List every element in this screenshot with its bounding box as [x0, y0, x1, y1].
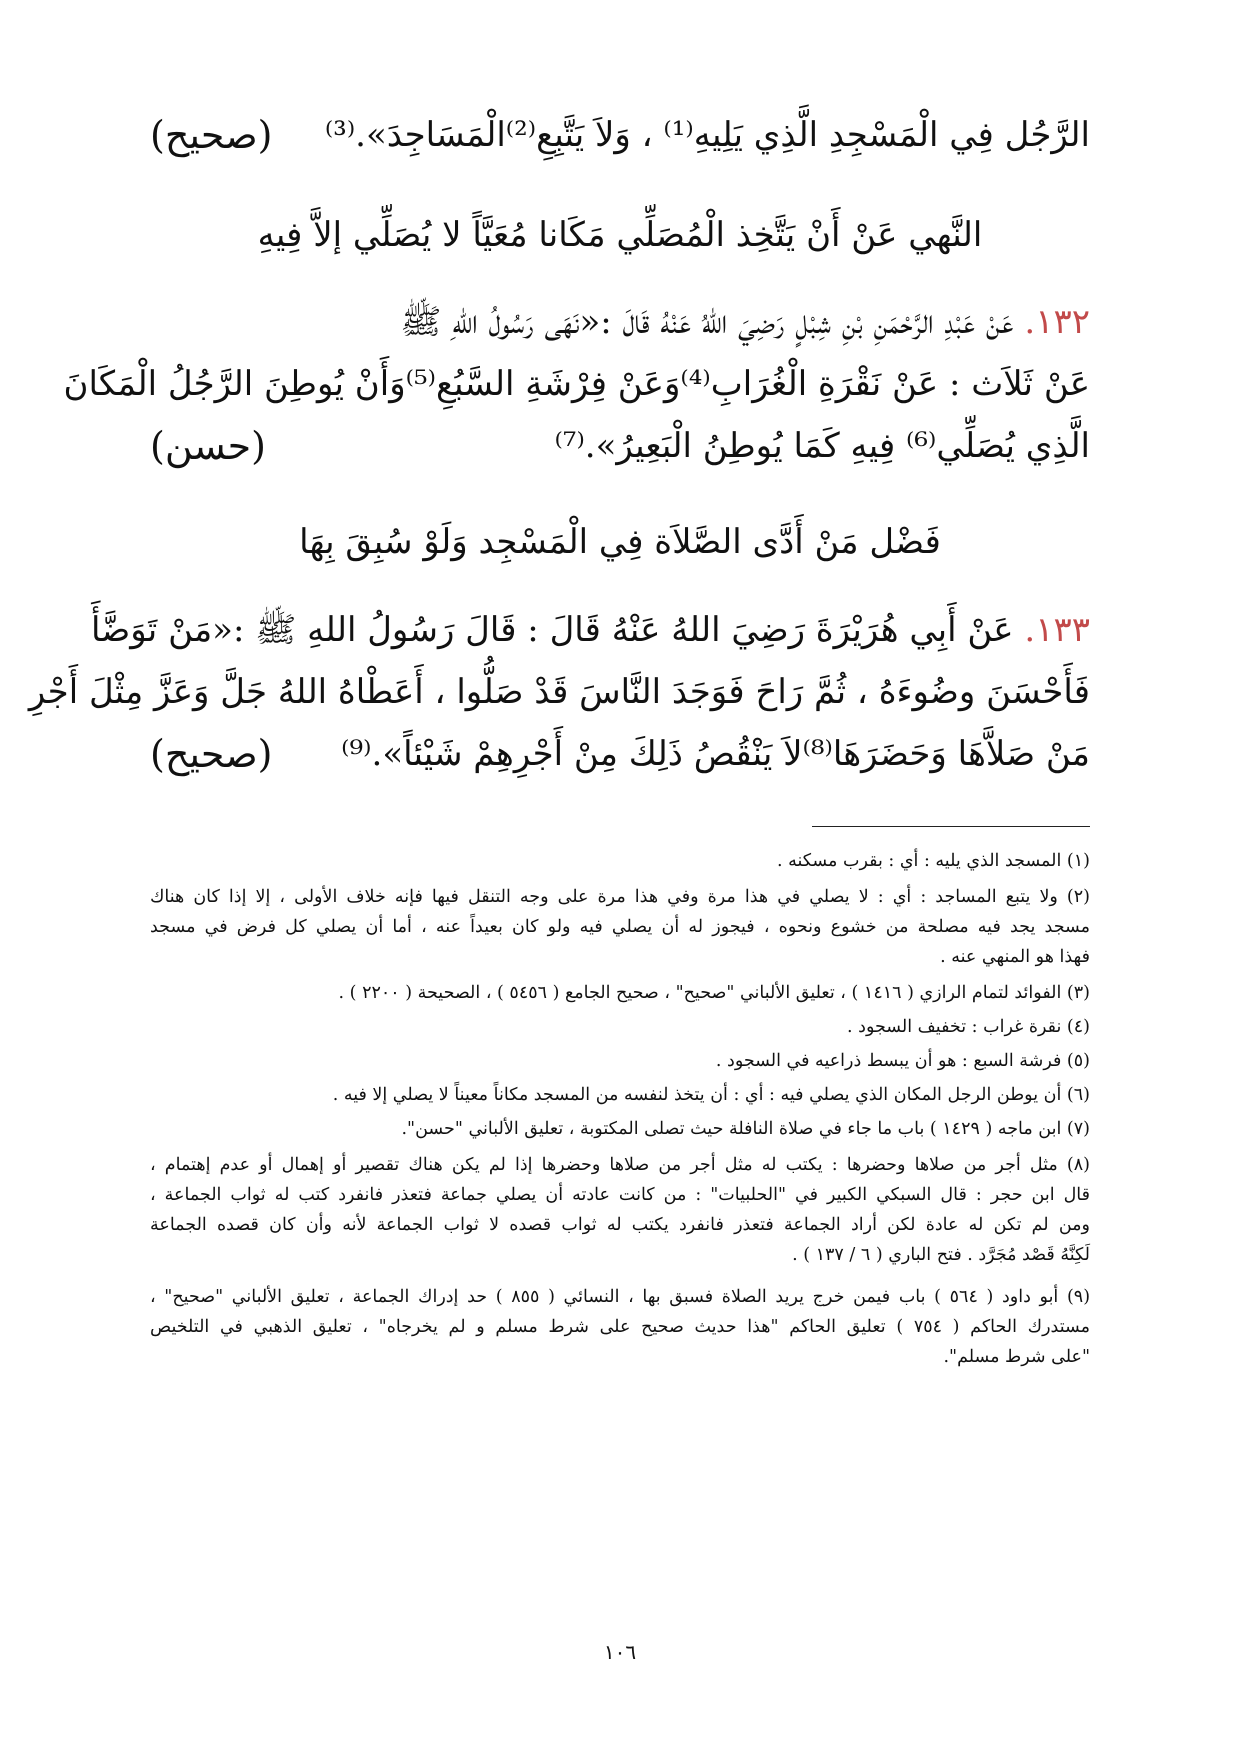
- hadith-number: ١٣٣.: [1024, 610, 1090, 650]
- hadith-text-line: فَأَحْسَنَ وضُوءَهُ ، ثُمَّ رَاحَ فَوَجَدَ النَّاسَ قَدْ صَلُّوا ، أَعَطْاهُ اللهُ جَلَّ وَعَزَّ مِثْلَ أَجْرِ: [28, 672, 1090, 712]
- hadith-grade: (حسن): [150, 424, 266, 468]
- hadith-133-line-3: [150, 724, 1090, 784]
- hadith-number: ١٣٢.: [1024, 302, 1090, 342]
- footnote-4: [150, 1012, 1090, 1042]
- footnote-line: لَكِنَّهُ قَصْد مُجَرَّد . فتح الباري ( ٦ / ١٣٧ ) .: [792, 1245, 1090, 1265]
- footnote-separator: [812, 826, 1090, 827]
- footnote-5: [150, 1046, 1090, 1076]
- footnote-line: (٣) الفوائد لتمام الرازي ( ١٤١٦ ) ، تعليق الألباني "صحيح" ، صحيح الجامع ( ٥٤٥٦ ) ، الصحيحة ( ٢٢٠٠ ) .: [338, 983, 1090, 1003]
- footnote-1: [150, 846, 1090, 876]
- footnote-line: (٢) ولا يتبع المساجد : أي : لا يصلي في هذا مرة وفي هذا مرة على وجه التنقل فيها فإنه خلاف الأولى ، إلا إذا كان هناك: [150, 887, 1090, 907]
- section-heading: النَّهي عَنْ أَنْ يَتَّخِذ الْمُصَلِّي مَكَانا مُعَيَّاً لا يُصَلِّي إلاَّ فِيهِ: [257, 215, 983, 255]
- hadith-text: عَنْ أَبِي هُرَيْرَةَ رَضِيَ اللهُ عَنْهُ قَالَ : قَالَ رَسُولُ اللهِ ﷺ :«مَنْ تَوَضَّأَ: [91, 610, 1014, 650]
- footnote-6: [150, 1080, 1090, 1110]
- footnote-8: [150, 1150, 1090, 1270]
- footnote-9: [150, 1282, 1090, 1372]
- hadith-133-line-1: [91, 600, 1090, 660]
- hadith-text-line: الَّذِي يُصَلِّي⁽⁶⁾ فِيهِ كَمَا يُوطِنُ الْبَعِيرُ».⁽⁷⁾: [554, 426, 1090, 466]
- hadith-text-line: [91, 600, 1090, 660]
- footnote-2: [150, 882, 1090, 972]
- footnote-line: ومن لم تكن له عادة لكن أراد الجماعة فتعذر فانفرد يكتب له ثواب قصده لا ثواب الجماعة لأنه وأن كان قصده الجماعة: [150, 1215, 1090, 1235]
- footnote-line: (٧) ابن ماجه ( ١٤٢٩ ) باب ما جاء في صلاة النافلة حيث تصلى المكتوبة ، تعليق الألباني "حسن".: [401, 1119, 1090, 1139]
- footnote-line: (٤) نقرة غراب : تخفيف السجود .: [847, 1017, 1090, 1037]
- footnote-line: (١) المسجد الذي يليه : أي : بقرب مسكنه .: [776, 851, 1090, 871]
- footnote-line: مستدرك الحاكم ( ٧٥٤ ) تعليق الحاكم "هذا حديث صحيح على شرط مسلم و لم يخرجاه" ، تعليق الذهبي في التلخيص: [150, 1317, 1090, 1337]
- hadith-grade: (صحيح): [150, 113, 273, 157]
- hadith-132-line-2: [63, 354, 1090, 414]
- hadith-grade: (صحيح): [150, 732, 273, 776]
- hadith-132-line-1: [150, 292, 1090, 352]
- hadith-text-line: الرَّجُل فِي الْمَسْجِدِ الَّذِي يَلِيهِ⁽¹⁾ ، وَلاَ يَتَّبِعِ⁽²⁾الْمَسَاجِدَ».⁽³⁾: [324, 115, 1090, 155]
- footnote-line: "على شرط مسلم".: [943, 1347, 1090, 1367]
- page-number: ١٠٦: [603, 1640, 637, 1664]
- hadith-133-line-2: [28, 662, 1090, 722]
- footnote-line: (٩) أبو داود ( ٥٦٤ ) باب فيمن خرج يريد الصلاة فسبق بها ، النسائي ( ٨٥٥ ) حد إدراك الجماعة ، تعليق الألباني "صحيح" ،: [150, 1287, 1091, 1307]
- hadith-132-line-3: [150, 416, 1090, 476]
- footnote-line: (٦) أن يوطن الرجل المكان الذي يصلي فيه : أي : أن يتخذ لنفسه من المسجد مكاناً معيناً لا يصلي إلا فيه .: [332, 1085, 1090, 1105]
- hadith-text-line: عَنْ ثَلاَث : عَنْ نَقْرَةِ الْغُرَابِ⁽⁴⁾وَعَنْ فِرْشَةِ السَّبُعِ⁽⁵⁾وَأَنْ يُوطِنَ الرَّجُلُ الْمَكَانَ: [63, 364, 1090, 404]
- footnote-line: فهذا هو المنهي عنه .: [940, 947, 1090, 967]
- hadith-text-line: [400, 292, 1090, 352]
- hadith-131-tail-line: [150, 105, 1090, 165]
- footnote-line: (٥) فرشة السبع : هو أن يبسط ذراعيه في السجود .: [715, 1051, 1090, 1071]
- hadith-text: عَنْ عَبْدِ الرَّحْمَنِ بْنِ شِبْلٍ رَضِيَ اللهُ عَنْهُ قَالَ :«نَهَى رَسُولُ اللهِ ﷺ: [400, 302, 1014, 342]
- footnote-line: مسجد يجد فيه مصلحة من خشوع ونحوه ، فيجوز له أن يصلي فيه ولو كان بعيداً عنه ، أما أن يصلي كل فرض في مسجد: [150, 917, 1090, 937]
- hadith-text-line: مَنْ صَلاَّهَا وَحَضَرَهَا⁽⁸⁾لاَ يَنْقُصُ ذَلِكَ مِنْ أَجْرِهِمْ شَيْئاً».⁽⁹⁾: [341, 734, 1090, 774]
- footnote-line: قال ابن حجر : قال السبكي الكبير في "الحلبيات" : من كانت عادته أن يصلي جماعة فتعذر فانفرد كتب له ثواب الجماعة ،: [150, 1185, 1090, 1205]
- footnote-line: (٨) مثل أجر من صلاها وحضرها : يكتب له مثل أجر من صلاها وحضرها إذا لم يكن هناك تقصير أو إهمال أو عدم إهتمام ،: [150, 1155, 1090, 1175]
- footnote-3: [150, 978, 1090, 1008]
- footnote-7: [150, 1114, 1090, 1144]
- section-heading: فَضْل مَنْ أَدَّى الصَّلاَة فِي الْمَسْجِد وَلَوْ سُبِقَ بِهَا: [299, 522, 941, 562]
